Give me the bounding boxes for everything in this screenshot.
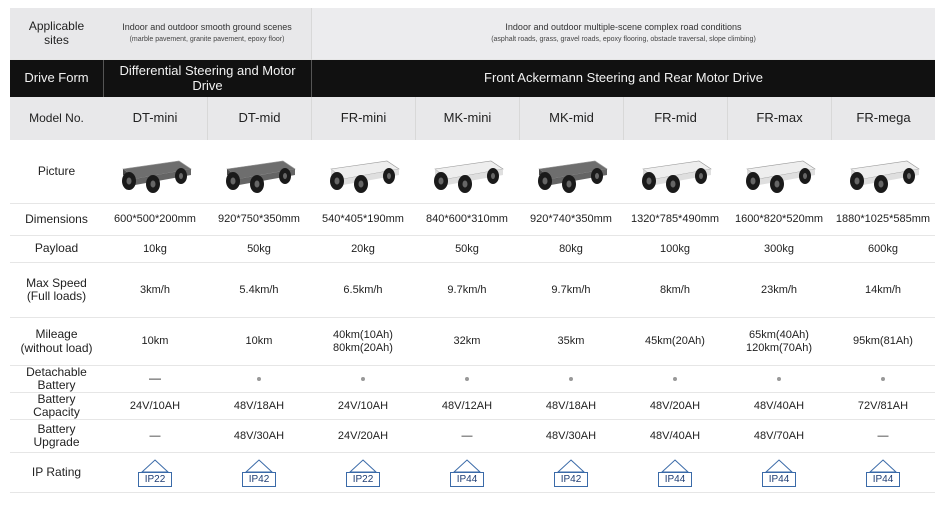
detachable-value [103, 366, 207, 393]
sites-complex-road [311, 8, 935, 60]
robot-image [311, 140, 415, 204]
spec-table [10, 8, 935, 493]
battery-upgrade-value: — [831, 420, 935, 453]
payload-value: 600kg [831, 236, 935, 263]
detachable-value [831, 366, 935, 393]
ip-rating-badge [311, 453, 415, 493]
battery-capacity-value: 48V/20AH [623, 393, 727, 420]
sites-smooth-ground [103, 8, 311, 60]
model-header: FR-mid [623, 97, 727, 140]
label-detachable-battery: Detachable Battery [10, 366, 103, 393]
dimensions-value: 920*740*350mm [519, 204, 623, 236]
max-speed-value: 5.4km/h [207, 263, 311, 318]
sites-smooth-main: Indoor and outdoor smooth ground scenes [122, 22, 292, 33]
drive-ackermann: Front Ackermann Steering and Rear Motor Drive [311, 60, 935, 97]
detachable-dot [361, 377, 365, 381]
max-speed-value: 14km/h [831, 263, 935, 318]
mileage-value: 65km(40Ah) 120km(70Ah) [727, 318, 831, 366]
detachable-value [415, 366, 519, 393]
model-header: MK-mid [519, 97, 623, 140]
max-speed-value: 3km/h [103, 263, 207, 318]
detachable-dot [881, 377, 885, 381]
mileage-value: 95km(81Ah) [831, 318, 935, 366]
label-battery-upgrade: Battery Upgrade [10, 420, 103, 453]
model-header: FR-mini [311, 97, 415, 140]
label-model-no: Model No. [10, 97, 103, 140]
ip-rating-badge [623, 453, 727, 493]
battery-capacity-value: 24V/10AH [103, 393, 207, 420]
detachable-value [727, 366, 831, 393]
robot-image [519, 140, 623, 204]
detachable-value [519, 366, 623, 393]
label-dimensions: Dimensions [10, 204, 103, 236]
sites-complex-sub: (asphalt roads, grass, gravel roads, epoxy flooring, obstacle traversal, slope climbing) [491, 36, 756, 44]
battery-upgrade-value: 48V/70AH [727, 420, 831, 453]
payload-value: 50kg [207, 236, 311, 263]
robot-image [207, 140, 311, 204]
max-speed-value: 23km/h [727, 263, 831, 318]
ip-rating-badge [207, 453, 311, 493]
dimensions-value: 1600*820*520mm [727, 204, 831, 236]
label-mileage: Mileage (without load) [10, 318, 103, 366]
ip-rating-value: IP44 [762, 472, 797, 487]
model-header: DT-mini [103, 97, 207, 140]
ip-rating-value: IP42 [242, 472, 277, 487]
max-speed-value: 9.7km/h [519, 263, 623, 318]
model-header: FR-mega [831, 97, 935, 140]
ip-rating-badge [727, 453, 831, 493]
label-ip-rating: IP Rating [10, 453, 103, 493]
detachable-value [311, 366, 415, 393]
max-speed-value: 9.7km/h [415, 263, 519, 318]
battery-upgrade-value: — [103, 420, 207, 453]
payload-value: 20kg [311, 236, 415, 263]
label-applicable-sites: Applicable sites [10, 8, 103, 60]
payload-value: 80kg [519, 236, 623, 263]
mileage-value: 40km(10Ah) 80km(20Ah) [311, 318, 415, 366]
mileage-value: 35km [519, 318, 623, 366]
dimensions-value: 840*600*310mm [415, 204, 519, 236]
mileage-value: 10km [103, 318, 207, 366]
dimensions-value: 1320*785*490mm [623, 204, 727, 236]
mileage-value: 32km [415, 318, 519, 366]
ip-rating-badge [415, 453, 519, 493]
ip-rating-badge [831, 453, 935, 493]
label-max-speed: Max Speed (Full loads) [10, 263, 103, 318]
ip-rating-value: IP44 [658, 472, 693, 487]
battery-capacity-value: 24V/10AH [311, 393, 415, 420]
detachable-value [623, 366, 727, 393]
sites-complex-main: Indoor and outdoor multiple-scene complex road conditions [505, 22, 742, 33]
ip-rating-value: IP44 [450, 472, 485, 487]
battery-capacity-value: 72V/81AH [831, 393, 935, 420]
robot-image [623, 140, 727, 204]
model-header: FR-max [727, 97, 831, 140]
detachable-dash: — [149, 371, 161, 386]
drive-differential: Differential Steering and Motor Drive [103, 60, 311, 97]
detachable-value [207, 366, 311, 393]
ip-rating-value: IP44 [866, 472, 901, 487]
detachable-dot [257, 377, 261, 381]
robot-image [103, 140, 207, 204]
robot-image [727, 140, 831, 204]
dimensions-value: 1880*1025*585mm [831, 204, 935, 236]
label-picture: Picture [10, 140, 103, 204]
battery-upgrade-value: 48V/30AH [207, 420, 311, 453]
model-header: MK-mini [415, 97, 519, 140]
battery-capacity-value: 48V/12AH [415, 393, 519, 420]
robot-image [415, 140, 519, 204]
battery-upgrade-value: — [415, 420, 519, 453]
battery-upgrade-value: 48V/40AH [623, 420, 727, 453]
ip-rating-badge [103, 453, 207, 493]
model-header: DT-mid [207, 97, 311, 140]
robot-image [831, 140, 935, 204]
battery-capacity-value: 48V/18AH [519, 393, 623, 420]
dimensions-value: 920*750*350mm [207, 204, 311, 236]
mileage-value: 45km(20Ah) [623, 318, 727, 366]
max-speed-value: 6.5km/h [311, 263, 415, 318]
dimensions-value: 540*405*190mm [311, 204, 415, 236]
detachable-dot [465, 377, 469, 381]
max-speed-value: 8km/h [623, 263, 727, 318]
detachable-dot [569, 377, 573, 381]
sites-smooth-sub: (marble pavement, granite pavement, epoxy floor) [129, 36, 285, 44]
battery-capacity-value: 48V/18AH [207, 393, 311, 420]
detachable-dot [777, 377, 781, 381]
detachable-dot [673, 377, 677, 381]
battery-capacity-value: 48V/40AH [727, 393, 831, 420]
ip-rating-value: IP22 [138, 472, 173, 487]
dimensions-value: 600*500*200mm [103, 204, 207, 236]
label-payload: Payload [10, 236, 103, 263]
label-drive-form: Drive Form [10, 60, 103, 97]
battery-upgrade-value: 48V/30AH [519, 420, 623, 453]
payload-value: 10kg [103, 236, 207, 263]
ip-rating-value: IP22 [346, 472, 381, 487]
mileage-value: 10km [207, 318, 311, 366]
ip-rating-value: IP42 [554, 472, 589, 487]
ip-rating-badge [519, 453, 623, 493]
payload-value: 100kg [623, 236, 727, 263]
payload-value: 300kg [727, 236, 831, 263]
battery-upgrade-value: 24V/20AH [311, 420, 415, 453]
label-battery-capacity: Battery Capacity [10, 393, 103, 420]
payload-value: 50kg [415, 236, 519, 263]
